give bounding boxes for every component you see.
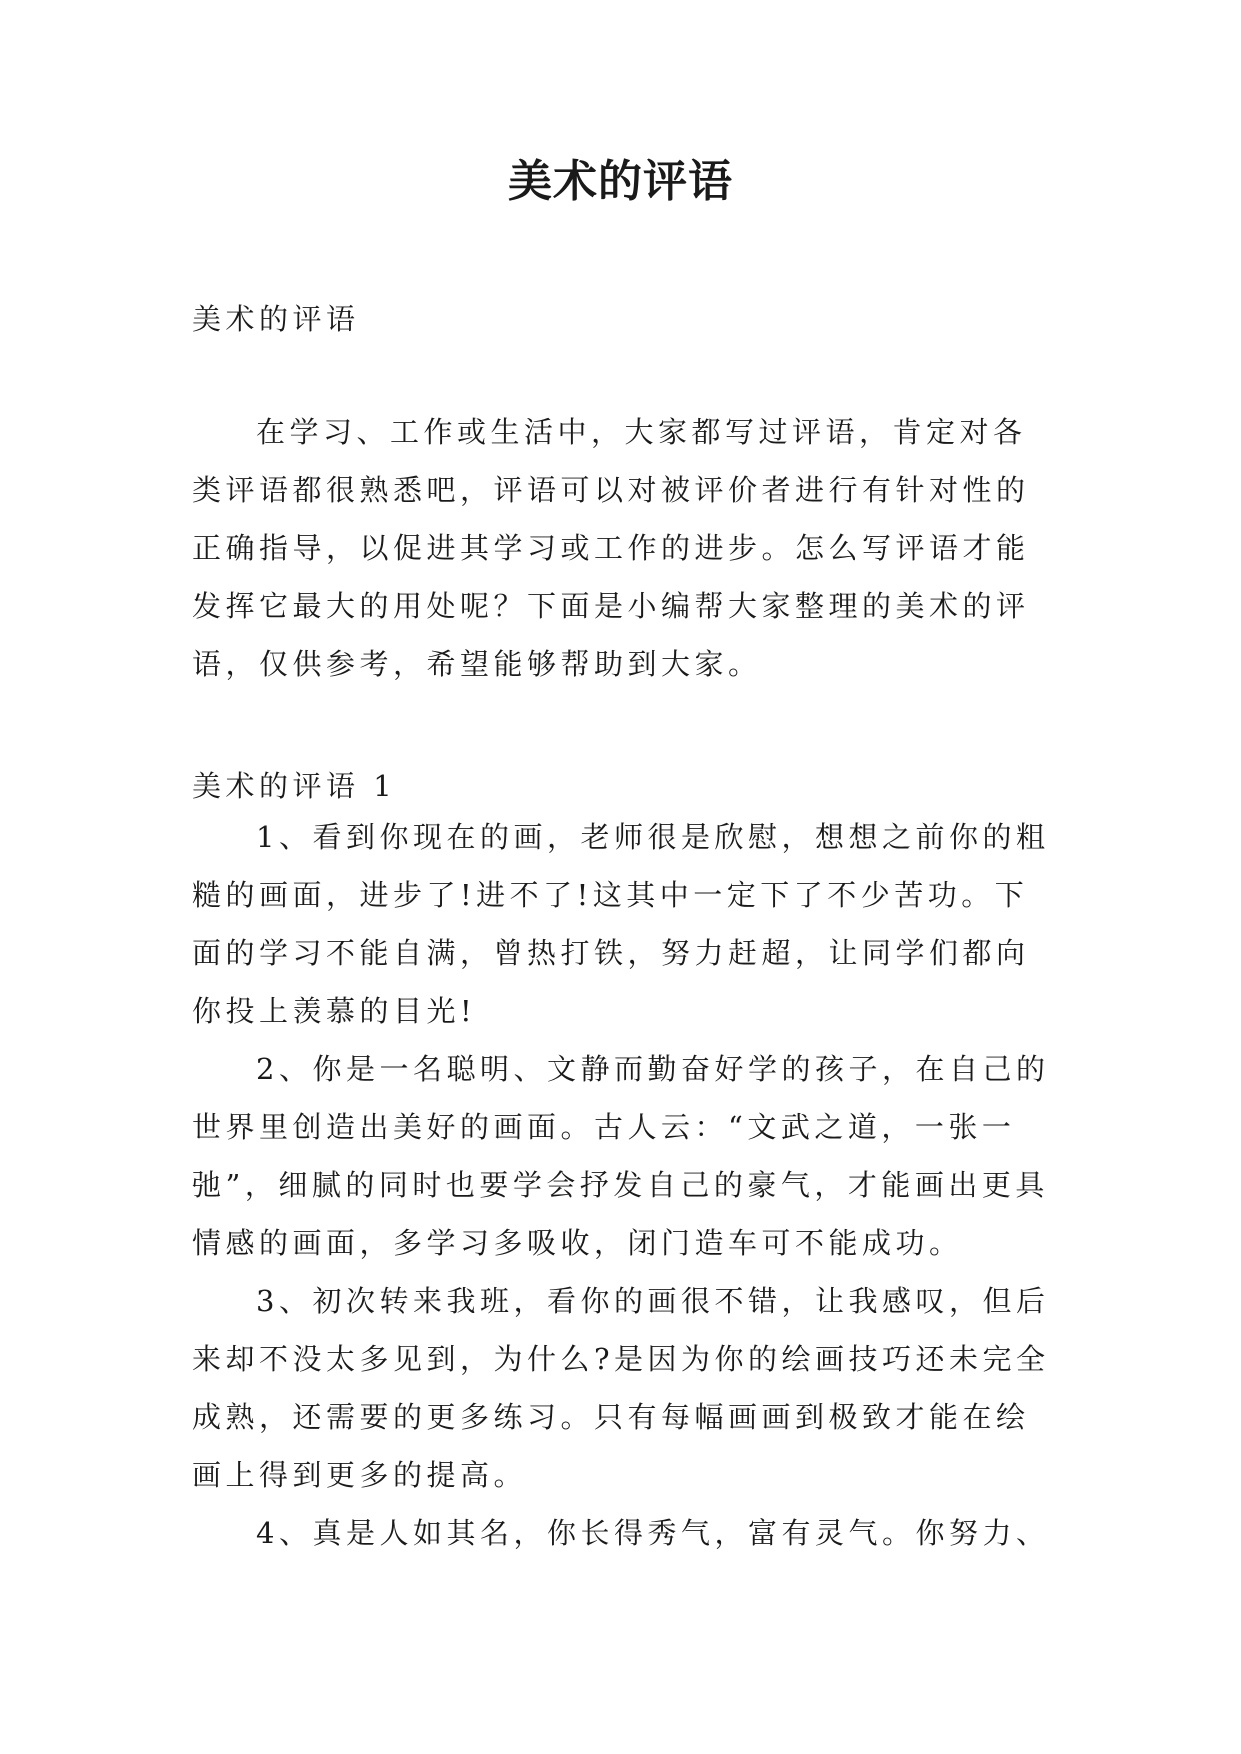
page-title: 美术的评语 (508, 156, 733, 207)
subtitle-block (192, 290, 1052, 348)
intro-paragraph: 在学习、工作或生活中，大家都写过评语，肯定对各类评语都很熟悉吧，评语可以对被评价者进行有针对性的正确指导，以促进其学习或工作的进步。怎么写评语才能发挥它最大的用处呢？下面是小编帮大家整理的美术的评语，仅供参考，希望能够帮助到大家。 (192, 415, 1030, 681)
comment-item: 4、真是人如其名，你长得秀气，富有灵气。你努力、 (256, 1516, 1050, 1550)
section-heading: 美术的评语 1 (192, 769, 397, 803)
comment-item: 2、你是一名聪明、文静而勤奋好学的孩子，在自己的世界里创造出美好的画面。古人云：“文武之道，一张一弛”，细腻的同时也要学会抒发自己的豪气，才能画出更具情感的画面，多学习多吸收，闭门造车可不能成功。 (192, 1052, 1050, 1260)
intro-block (192, 403, 1052, 693)
comment-list (192, 808, 1052, 1562)
section-heading-block (192, 757, 1052, 815)
comment-item: 3、初次转来我班，看你的画很不错，让我感叹，但后来却不没太多见到，为什么?是因为你的绘画技巧还未完全成熟，还需要的更多练习。只有每幅画画到极致才能在绘画上得到更多的提高。 (192, 1284, 1050, 1492)
subtitle: 美术的评语 (192, 302, 360, 336)
comment-item: 1、看到你现在的画，老师很是欣慰，想想之前你的粗糙的画面，进步了!进不了!这其中一定下了不少苦功。下面的学习不能自满，曾热打铁，努力赶超，让同学们都向你投上羡慕的目光! (192, 820, 1050, 1028)
